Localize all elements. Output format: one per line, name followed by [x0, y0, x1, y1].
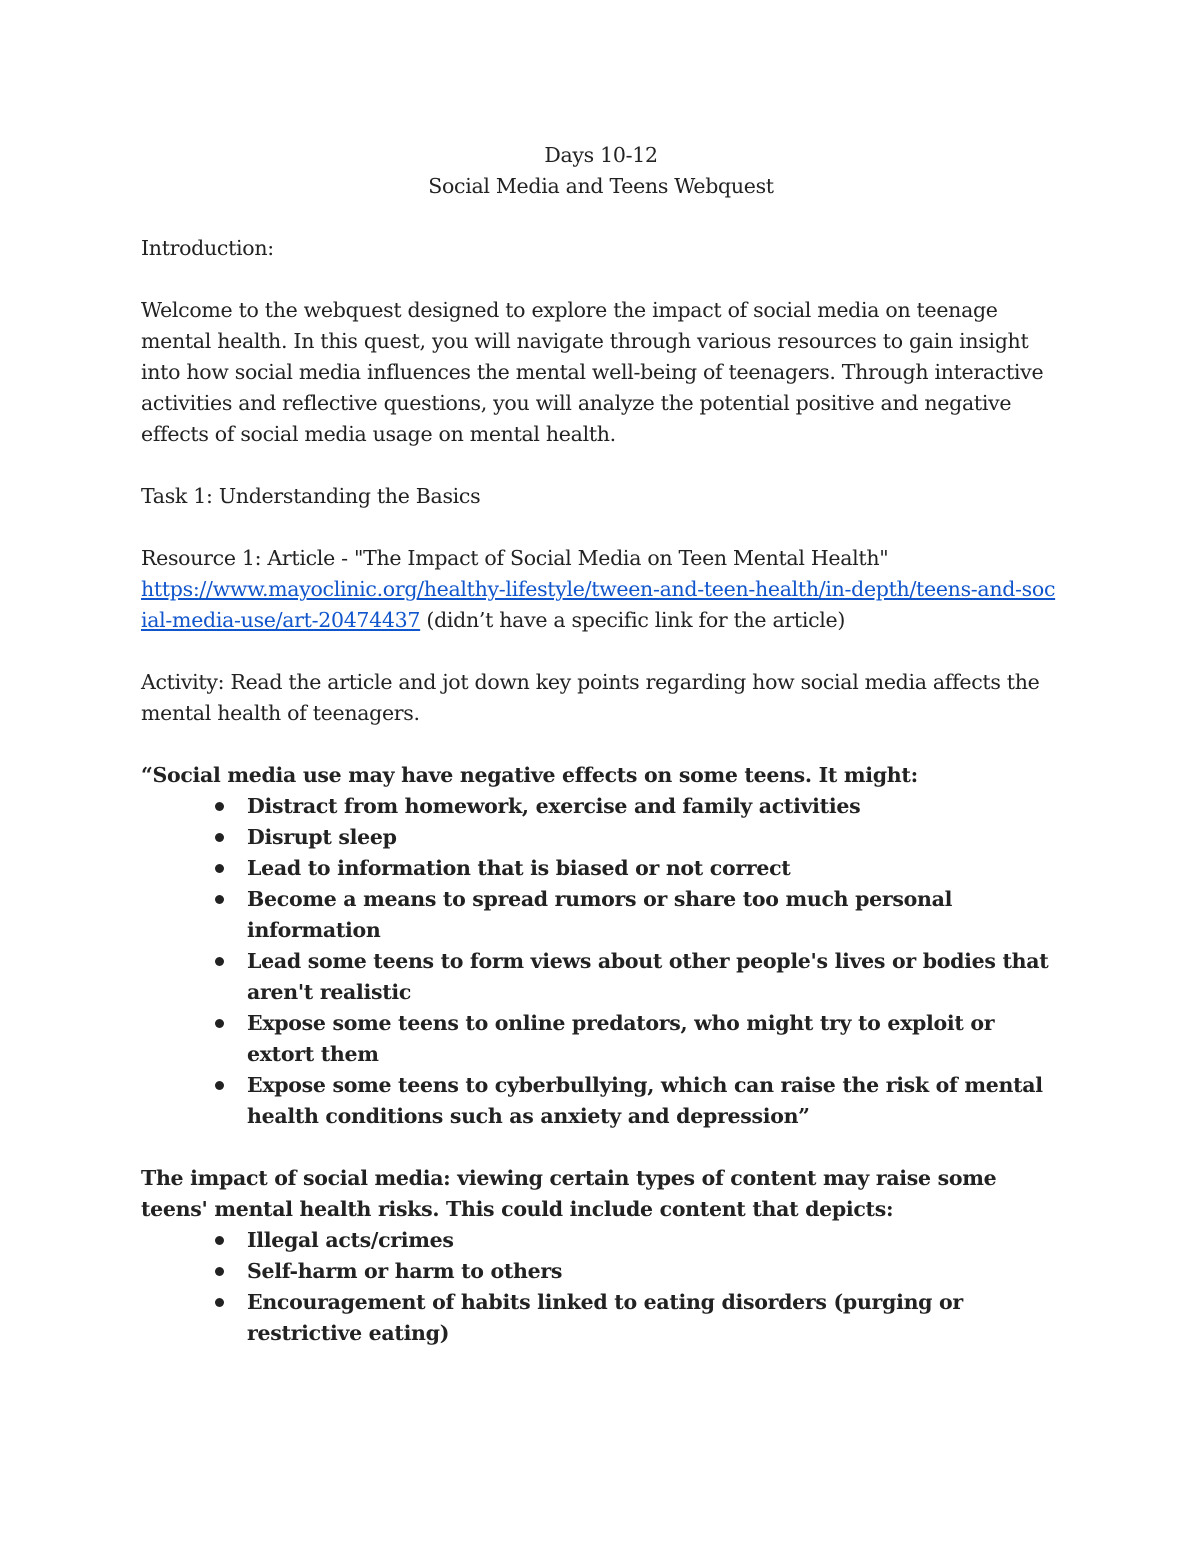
impact-intro: The impact of social media: viewing certain types of content may raise some teens' mental health risks. This could include content that depicts:	[141, 1166, 997, 1221]
list-item: Expose some teens to online predators, who might try to exploit or extort them	[141, 1008, 1061, 1070]
bullet-icon	[215, 1081, 224, 1090]
bullet-icon	[215, 802, 224, 811]
bullet-icon	[215, 895, 224, 904]
bullet-icon	[215, 1298, 224, 1307]
document-title: Social Media and Teens Webquest	[428, 174, 774, 198]
list-item: Become a means to spread rumors or share too much personal information	[141, 884, 1061, 946]
list-item: Illegal acts/crimes	[141, 1225, 1061, 1256]
list-item: Lead to information that is biased or not correct	[141, 853, 1061, 884]
bullet-icon	[215, 864, 224, 873]
bullet-icon	[215, 833, 224, 842]
bullet-icon	[215, 1267, 224, 1276]
resource-paragraph	[141, 543, 1061, 636]
list-item: Self-harm or harm to others	[141, 1256, 1061, 1287]
bullet-icon	[215, 1236, 224, 1245]
resource-link[interactable]: https://www.mayoclinic.org/healthy-lifestyle/tween-and-teen-health/in-depth/teens-and-social-media-use/art-20474437	[141, 577, 1056, 632]
resource-label: Resource 1: Article - "The Impact of Social Media on Teen Mental Health"	[141, 546, 889, 570]
introduction-body: Welcome to the webquest designed to explore the impact of social media on teenage mental health. In this quest, you will navigate through various resources to gain insight into how social media influences the mental well-being of teenagers. Through interactive activities and reflective questions, you will analyze the potential positive and negative effects of social media usage on mental health.	[141, 298, 1044, 446]
bullet-icon	[215, 957, 224, 966]
list-item: Encouragement of habits linked to eating disorders (purging or restrictive eating)	[141, 1287, 1061, 1349]
quote-list	[141, 791, 1061, 1132]
list-item: Expose some teens to cyberbullying, which can raise the risk of mental health conditions such as anxiety and depression”	[141, 1070, 1061, 1132]
introduction-heading: Introduction:	[141, 236, 274, 260]
days-heading: Days 10-12	[544, 143, 658, 167]
list-item: Disrupt sleep	[141, 822, 1061, 853]
activity-text: Activity: Read the article and jot down key points regarding how social media affects the mental health of teenagers.	[141, 670, 1040, 725]
document-page	[141, 140, 1061, 1349]
list-item: Distract from homework, exercise and family activities	[141, 791, 1061, 822]
list-item: Lead some teens to form views about other people's lives or bodies that aren't realistic	[141, 946, 1061, 1008]
resource-note: (didn’t have a specific link for the article)	[420, 608, 846, 632]
quote-intro: “Social media use may have negative effects on some teens. It might:	[141, 763, 918, 787]
bullet-icon	[215, 1019, 224, 1028]
impact-list	[141, 1225, 1061, 1349]
task1-heading: Task 1: Understanding the Basics	[141, 484, 481, 508]
